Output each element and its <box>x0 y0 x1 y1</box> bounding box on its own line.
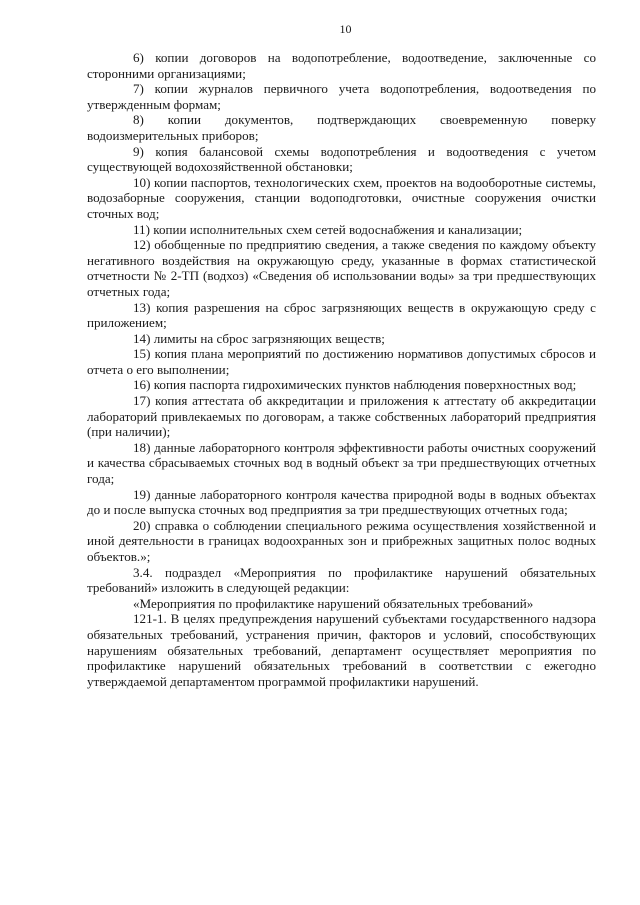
list-item-11: 11) копии исполнительных схем сетей водоснабжения и канализации; <box>133 221 523 237</box>
list-item-13: 13) копия разрешения на сброс загрязняющих веществ в окружающую среду с приложением; <box>87 299 596 331</box>
list-item-19: 19) данные лабораторного контроля качества природной воды в водных объектах до и после выпуска сточных вод предприятия за три предшествующих отчетных года; <box>87 486 596 518</box>
document-body <box>87 50 596 689</box>
page-number: 10 <box>339 22 352 36</box>
list-item-20: 20) справка о соблюдении специального режима осуществления хозяйственной и иной деятельности в границах водоохранных зон и прибрежных защитных полос водных объектов.»; <box>87 517 596 564</box>
list-item-7: 7) копии журналов первичного учета водопотребления, водоотведения по утвержденным формам; <box>87 81 596 112</box>
list-item-6: 6) копии договоров на водопотребление, водоотведение, заключенные со сторонними организациями; <box>87 50 596 81</box>
list-item-12: 12) обобщенные по предприятию сведения, а также сведения по каждому объекту негативного воздействия на окружающую среду, указанные в формах статистической отчетности № 2-ТП (водхоз) «Сведения об использовании воды» за три предшествующих отчетных года; <box>87 237 596 299</box>
clause-121-1: 121-1. В целях предупреждения нарушений субъектами государственного надзора обязательных требований, устранения причин, факторов и условий, способствующих нарушениям обязательных требований, департамент осуществляет мероприятия по профилактике нарушений обязательных требований в соответствии с ежегодно утверждаемой департаментом программой профилактики нарушений. <box>87 611 596 689</box>
list-item-16: 16) копия паспорта гидрохимических пунктов наблюдения поверхностных вод; <box>133 377 577 393</box>
subsection-title: «Мероприятия по профилактике нарушений обязательных требований» <box>133 595 534 611</box>
list-item-9: 9) копия балансовой схемы водопотребления и водоотведения с учетом существующей водохозяйственной обстановки; <box>87 143 596 175</box>
list-item-8: 8) копии документов, подтверждающих своевременную поверку водоизмерительных приборов; <box>87 112 596 143</box>
list-item-18: 18) данные лабораторного контроля эффективности работы очистных сооружений и качества сбрасываемых сточных вод в водный объект за три предшествующих отчетных года; <box>87 439 596 487</box>
list-item-17: 17) копия аттестата об аккредитации и приложения к аттестату об аккредитации лабораторий привлекаемых по договорам, а также собственных лабораторий предприятия (при наличии); <box>87 393 596 440</box>
list-item-15: 15) копия плана мероприятий по достижению нормативов допустимых сбросов и отчета о его выполнении; <box>87 346 596 377</box>
list-item-10: 10) копии паспортов, технологических схем, проектов на водооборотные системы, водозаборные сооружения, станции водоподготовки, очистные сооружения очистки сточных вод; <box>87 174 596 221</box>
amendment-clause-3-4: 3.4. подраздел «Мероприятия по профилактике нарушений обязательных требований» изложить в следующей редакции: <box>87 564 596 596</box>
list-item-14: 14) лимиты на сброс загрязняющих веществ; <box>133 330 385 346</box>
